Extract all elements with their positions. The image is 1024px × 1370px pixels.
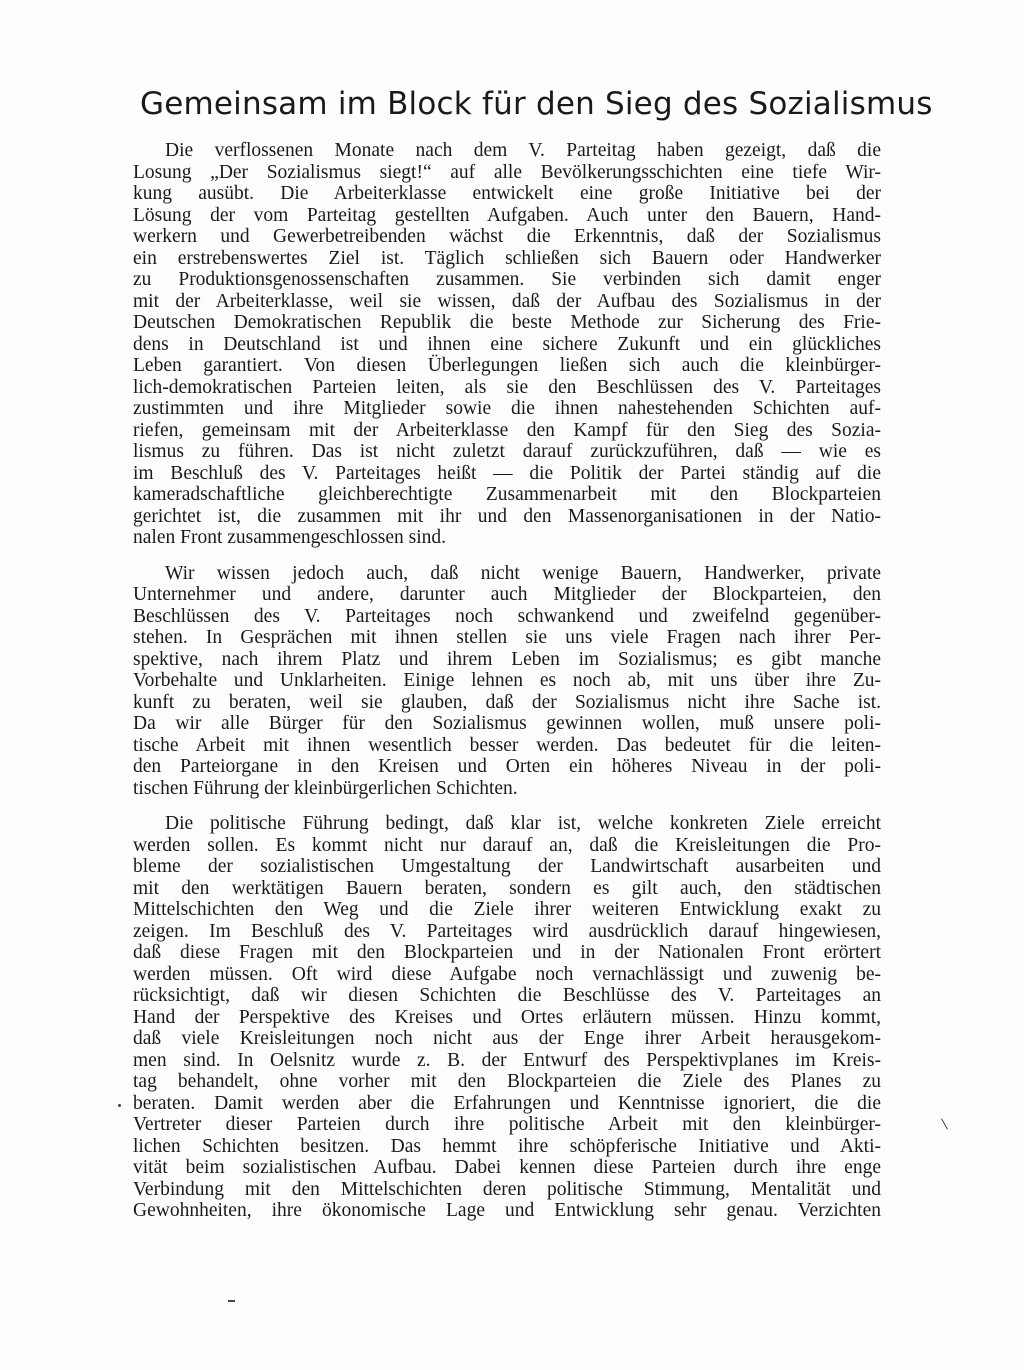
text-line: stehen. In Gesprächen mit ihnen stellen sie uns viele Fragen nach ihrer Per- bbox=[133, 627, 881, 648]
text-line: riefen, gemeinsam mit der Arbeiterklasse den Kampf für den Sieg des Sozia- bbox=[133, 419, 881, 441]
text-line: lismus zu führen. Das ist nicht zuletzt darauf zurückzuführen, daß — wie es bbox=[133, 441, 881, 462]
scan-speck bbox=[228, 1300, 235, 1302]
text-line: werkern und Gewerbetreibenden wächst die Erkenntnis, daß der Sozialismus bbox=[133, 226, 881, 247]
text-line: kung ausübt. Die Arbeiterklasse entwickelt eine große Initiative bei der bbox=[133, 183, 881, 204]
text-line: im Beschluß des V. Parteitages heißt — die Politik der Partei ständig auf die bbox=[133, 462, 881, 484]
text-line: werden müssen. Oft wird diese Aufgabe noch vernachlässigt und zuwenig be- bbox=[133, 963, 881, 985]
text-line: kunft zu beraten, weil sie glauben, daß der Sozialismus nicht ihre Sache ist. bbox=[133, 691, 881, 713]
text-line: Verbindung mit den Mittelschichten deren politische Stimmung, Mentalität und bbox=[133, 1178, 881, 1200]
text-line: Wir wissen jedoch auch, daß nicht wenige Bauern, Handwerker, private bbox=[165, 562, 881, 584]
text-line: men sind. In Oelsnitz wurde z. B. der Entwurf des Perspektivplanes im Kreis- bbox=[133, 1049, 881, 1071]
text-line: kameradschaftliche gleichberechtigte Zusammenarbeit mit den Blockparteien bbox=[133, 484, 881, 505]
text-line: Unternehmer und andere, darunter auch Mitglieder der Blockparteien, den bbox=[133, 584, 881, 605]
scan-speck bbox=[941, 1119, 948, 1130]
text-line: Vertreter dieser Parteien durch ihre politische Arbeit mit den kleinbürger- bbox=[133, 1114, 881, 1135]
text-line: Die politische Führung bedingt, daß klar ist, welche konkreten Ziele erreicht bbox=[165, 813, 881, 834]
text-line: tische Arbeit mit ihnen wesentlich besser werden. Das bedeutet für die leiten- bbox=[133, 734, 881, 756]
text-line: gerichtet ist, die zusammen mit ihr und den Massenorganisationen in der Natio- bbox=[133, 505, 881, 527]
text-line: Da wir alle Bürger für den Sozialismus gewinnen wollen, muß unsere poli- bbox=[133, 713, 881, 734]
text-line: Hand der Perspektive des Kreises und Ortes erläutern müssen. Hinzu kommt, bbox=[133, 1006, 881, 1028]
article-title: Gemeinsam im Block für den Sieg des Sozialismus bbox=[140, 86, 933, 122]
text-line: tischen Führung der kleinbürgerlichen Schichten. bbox=[133, 777, 518, 799]
text-line: mit den werktätigen Bauern beraten, sondern es gilt auch, den städtischen bbox=[133, 877, 881, 899]
paragraph-1 bbox=[133, 140, 881, 549]
text-line: vität beim sozialistischen Aufbau. Dabei kennen diese Parteien durch ihre enge bbox=[133, 1157, 881, 1178]
text-line: Mittelschichten den Weg und die Ziele ihrer weiteren Entwicklung exakt zu bbox=[133, 899, 881, 920]
text-line: spektive, nach ihrem Platz und ihrem Leben im Sozialismus; es gibt manche bbox=[133, 648, 881, 670]
text-line: mit der Arbeiterklasse, weil sie wissen, daß der Aufbau des Sozialismus in der bbox=[133, 290, 881, 312]
text-line: lich-demokratischen Parteien leiten, als sie den Beschlüssen des V. Parteitages bbox=[133, 376, 881, 398]
text-line: werden sollen. Es kommt nicht nur darauf an, daß die Kreisleitungen die Pro- bbox=[133, 834, 881, 856]
text-line: zu Produktionsgenossenschaften zusammen. Sie verbinden sich damit enger bbox=[133, 269, 881, 290]
text-line: daß diese Fragen mit den Blockparteien und in der Nationalen Front erörtert bbox=[133, 942, 881, 963]
text-line: Lösung der vom Parteitag gestellten Aufgaben. Auch unter den Bauern, Hand- bbox=[133, 204, 881, 226]
text-line: Losung „Der Sozialismus siegt!“ auf alle Bevölkerungsschichten eine tiefe Wir- bbox=[133, 161, 881, 183]
text-line: den Parteiorgane in den Kreisen und Orten ein höheres Niveau in der poli- bbox=[133, 756, 881, 777]
text-line: nalen Front zusammengeschlossen sind. bbox=[133, 527, 447, 548]
text-line: tag behandelt, ohne vorher mit den Blockparteien die Ziele des Planes zu bbox=[133, 1071, 881, 1092]
text-line: daß viele Kreisleitungen noch nicht aus der Enge ihrer Arbeit herausgekom- bbox=[133, 1028, 881, 1049]
text-line: Leben garantiert. Von diesen Überlegungen ließen sich auch die kleinbürger- bbox=[133, 355, 881, 376]
text-line: Gewohnheiten, ihre ökonomische Lage und Entwicklung sehr genau. Verzichten bbox=[133, 1200, 881, 1221]
text-line: lichen Schichten besitzen. Das hemmt ihre schöpferische Initiative und Akti- bbox=[133, 1135, 881, 1157]
article-body bbox=[133, 140, 881, 1236]
text-line: Deutschen Demokratischen Republik die beste Methode zur Sicherung des Frie- bbox=[133, 312, 881, 333]
text-line: Beschlüssen des V. Parteitages noch schwankend und zweifelnd gegenüber- bbox=[133, 605, 881, 627]
text-line: zeigen. Im Beschluß des V. Parteitages wird ausdrücklich darauf hingewiesen, bbox=[133, 920, 881, 942]
text-line: rücksichtigt, daß wir diesen Schichten die Beschlüsse des V. Parteitages an bbox=[133, 985, 881, 1006]
paragraph-3 bbox=[133, 813, 881, 1222]
text-line: beraten. Damit werden aber die Erfahrungen und Kenntnisse ignoriert, die die bbox=[133, 1092, 881, 1114]
text-line: Die verflossenen Monate nach dem V. Parteitag haben gezeigt, daß die bbox=[165, 140, 881, 161]
text-line: Vorbehalte und Unklarheiten. Einige lehnen es noch ab, mit uns über ihre Zu- bbox=[133, 670, 881, 691]
text-line: ein erstrebenswertes Ziel ist. Täglich schließen sich Bauern oder Handwerker bbox=[133, 247, 881, 269]
paragraph-2 bbox=[133, 563, 881, 800]
scan-speck bbox=[118, 1104, 121, 1107]
text-line: bleme der sozialistischen Umgestaltung der Landwirtschaft ausarbeiten und bbox=[133, 856, 881, 877]
text-line: dens in Deutschland ist und ihnen eine sichere Zukunft und ein glückliches bbox=[133, 333, 881, 355]
text-line: zustimmten und ihre Mitglieder sowie die ihnen nahestehenden Schichten auf- bbox=[133, 398, 881, 419]
